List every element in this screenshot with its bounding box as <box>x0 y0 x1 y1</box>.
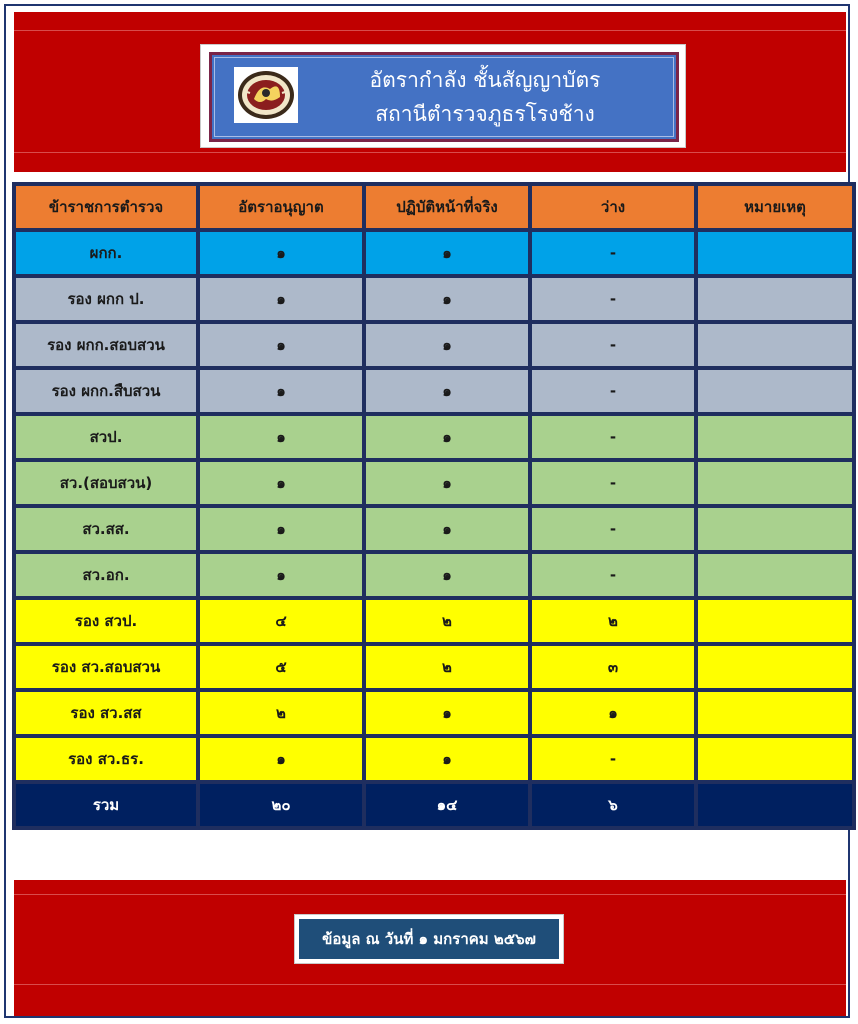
data-date-box <box>294 914 564 964</box>
actual-cell: ๑ <box>366 370 528 412</box>
vacant-cell: ๒ <box>532 600 694 642</box>
header-band <box>14 12 846 172</box>
authorized-cell: ๔ <box>200 600 362 642</box>
remark-cell <box>698 692 852 734</box>
position-cell: รอง ผกก ป. <box>16 278 196 320</box>
position-cell: รอง ผกก.สอบสวน <box>16 324 196 366</box>
band-divider <box>14 984 846 985</box>
column-header: หมายเหตุ <box>698 186 852 228</box>
position-cell: รอง สว.ธร. <box>16 738 196 780</box>
title-line-2: สถานีตำรวจภูธรโรงช้าง <box>375 102 595 126</box>
remark-cell <box>698 324 852 366</box>
remark-cell <box>698 370 852 412</box>
authorized-cell: ๑ <box>200 462 362 504</box>
position-cell: รอง สว.สอบสวน <box>16 646 196 688</box>
police-emblem-icon <box>234 67 298 123</box>
manpower-table <box>12 182 856 830</box>
actual-cell: ๑ <box>366 324 528 366</box>
authorized-cell: ๑ <box>200 370 362 412</box>
position-cell: สวป. <box>16 416 196 458</box>
vacant-cell: - <box>532 370 694 412</box>
remark-cell <box>698 232 852 274</box>
band-divider <box>14 152 846 153</box>
table-row <box>16 462 852 504</box>
total-remark-cell <box>698 784 852 826</box>
authorized-cell: ๒ <box>200 692 362 734</box>
vacant-cell: ๓ <box>532 646 694 688</box>
vacant-cell: - <box>532 462 694 504</box>
title-box <box>200 44 686 148</box>
authorized-cell: ๑ <box>200 508 362 550</box>
position-cell: สว.(สอบสวน) <box>16 462 196 504</box>
total-vacant-cell: ๖ <box>532 784 694 826</box>
actual-cell: ๒ <box>366 600 528 642</box>
position-cell: สว.สส. <box>16 508 196 550</box>
actual-cell: ๑ <box>366 692 528 734</box>
authorized-cell: ๑ <box>200 738 362 780</box>
table-row <box>16 646 852 688</box>
data-date-label: ข้อมูล ณ วันที่ ๑ มกราคม ๒๕๖๗ <box>299 919 559 959</box>
authorized-cell: ๕ <box>200 646 362 688</box>
table-row <box>16 508 852 550</box>
remark-cell <box>698 508 852 550</box>
authorized-cell: ๑ <box>200 554 362 596</box>
column-header: ปฏิบัติหน้าที่จริง <box>366 186 528 228</box>
vacant-cell: - <box>532 324 694 366</box>
total-row <box>16 784 852 826</box>
remark-cell <box>698 738 852 780</box>
authorized-cell: ๑ <box>200 416 362 458</box>
table-row <box>16 370 852 412</box>
position-cell: ผกก. <box>16 232 196 274</box>
total-authorized-cell: ๒๐ <box>200 784 362 826</box>
table-row <box>16 232 852 274</box>
vacant-cell: - <box>532 554 694 596</box>
vacant-cell: - <box>532 738 694 780</box>
column-header: อัตราอนุญาต <box>200 186 362 228</box>
position-cell: สว.อก. <box>16 554 196 596</box>
title-panel <box>209 52 679 142</box>
actual-cell: ๑ <box>366 278 528 320</box>
band-divider <box>14 894 846 895</box>
remark-cell <box>698 646 852 688</box>
remark-cell <box>698 278 852 320</box>
actual-cell: ๑ <box>366 232 528 274</box>
actual-cell: ๒ <box>366 646 528 688</box>
vacant-cell: - <box>532 232 694 274</box>
position-cell: รอง สวป. <box>16 600 196 642</box>
total-actual-cell: ๑๔ <box>366 784 528 826</box>
table-row <box>16 324 852 366</box>
actual-cell: ๑ <box>366 462 528 504</box>
vacant-cell: - <box>532 278 694 320</box>
table-row <box>16 416 852 458</box>
position-cell: รอง ผกก.สืบสวน <box>16 370 196 412</box>
remark-cell <box>698 462 852 504</box>
position-cell: รอง สว.สส <box>16 692 196 734</box>
remark-cell <box>698 416 852 458</box>
vacant-cell: - <box>532 508 694 550</box>
band-divider <box>14 30 846 31</box>
remark-cell <box>698 600 852 642</box>
footer-band <box>14 880 846 1016</box>
table-row <box>16 738 852 780</box>
title-line-1: อัตรากำลัง ชั้นสัญญาบัตร <box>369 68 601 92</box>
actual-cell: ๑ <box>366 738 528 780</box>
actual-cell: ๑ <box>366 554 528 596</box>
table-row <box>16 692 852 734</box>
column-header: ว่าง <box>532 186 694 228</box>
remark-cell <box>698 554 852 596</box>
authorized-cell: ๑ <box>200 232 362 274</box>
table-row <box>16 554 852 596</box>
vacant-cell: - <box>532 416 694 458</box>
vacant-cell: ๑ <box>532 692 694 734</box>
authorized-cell: ๑ <box>200 278 362 320</box>
actual-cell: ๑ <box>366 508 528 550</box>
total-label-cell: รวม <box>16 784 196 826</box>
table-header-row <box>16 186 852 228</box>
page-title <box>300 63 670 131</box>
column-header: ข้าราชการตำรวจ <box>16 186 196 228</box>
authorized-cell: ๑ <box>200 324 362 366</box>
actual-cell: ๑ <box>366 416 528 458</box>
table-row <box>16 278 852 320</box>
table-row <box>16 600 852 642</box>
